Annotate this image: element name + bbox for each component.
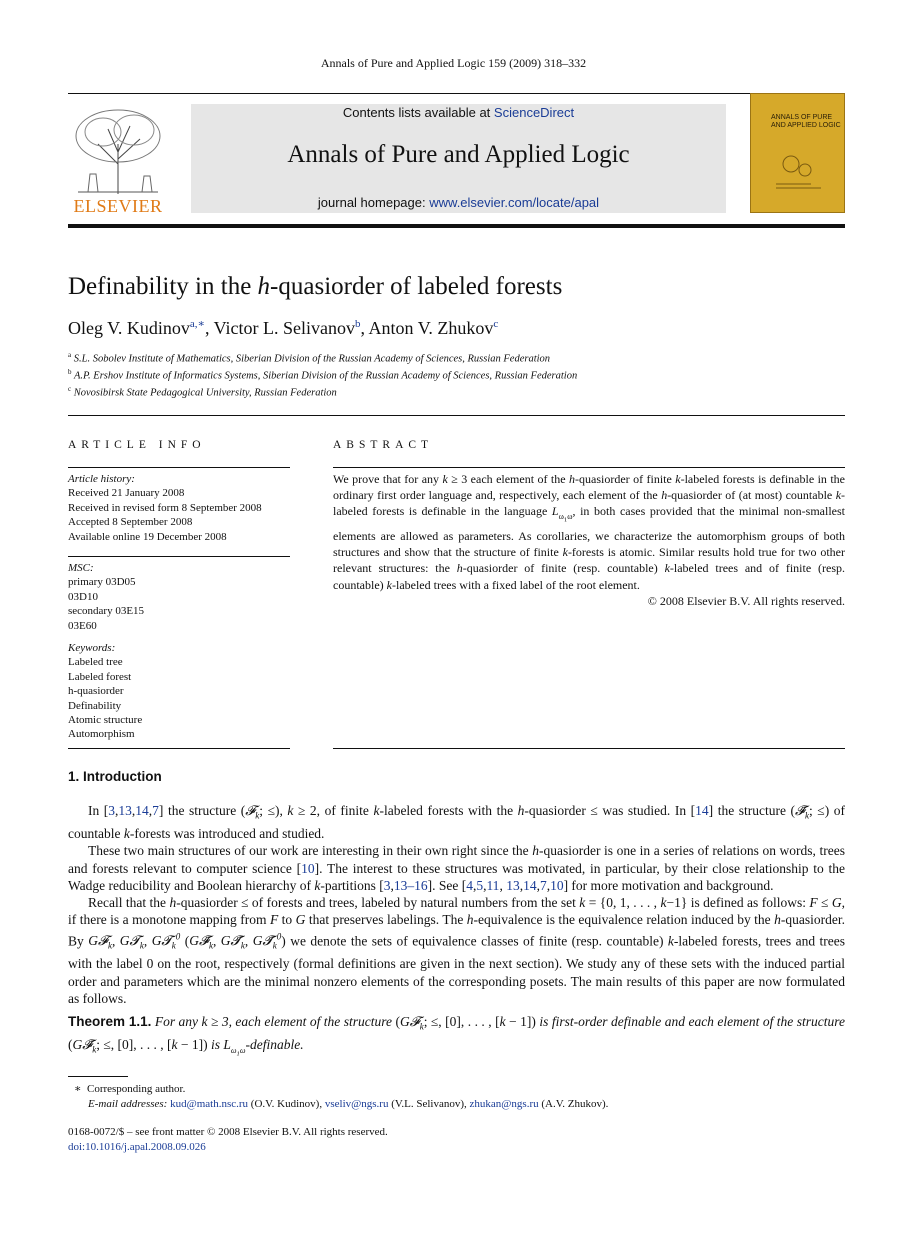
journal-banner: [191, 104, 726, 213]
abstract-text: We prove that for any k ≥ 3 each element of the h-quasiorder of finite k-labeled forests is definable in the ordinary first order language and, respectively, each element of the h-quasiorder of (at most) countable k-labeled forests is definable in the language $L_{\omega_1\omega}$, in both cases provided that the minimal non-smallest elements are allowed as parameters. As corollaries, we characterize the automorphism groups of both structures and show that the structure of finite k-forests is atomic. Similar results hold true for two other relevant structures: the h-quasiorder of finite (resp. countable) k-labeled trees and of finite (resp. countable) k-labeled trees with a fixed label of the root element. © 2008 Elsevier B.V. All rights reserved.: [333, 472, 846, 608]
author-affil-mark[interactable]: a,∗: [189, 318, 205, 330]
msc-codes: MSC: primary 03D05 03D10 secondary 03E15 03E60: [68, 562, 145, 632]
article-history: Article history: Received 21 January 2008 Received in revised form 8 September 2008 Accepted 8 September 2008 Available online 19 December 2008: [68, 473, 262, 543]
contents-prefix: Contents lists available at: [342, 105, 491, 120]
divider: [68, 748, 290, 749]
divider: [68, 556, 290, 557]
paragraph: Recall that the h-quasiorder ≤ of forests and trees, labeled by natural numbers from the set k = {0, 1, . . . , k−1} is defined as follows: F ≤ G, if there is a monotone mapping from F to G that preserves labelings. The h-equivalence is the equivalence relation induced by the h-quasiorder. By G𝓕$_k$, G𝓣$_k$, G𝓣$_k^0$ ($G𝓕̃_k$, $G𝓣̃_k$, $G𝓣̃_k^0$) we denote the sets of equivalence classes of finite (resp. countable) k-labeled forests, trees and trees with the label 0 on the root, respectively (formal definitions are given in the next section). We study any of these sets with the induced partial order and parameters which are the minimal nonzero elements of the corresponding posets. The main results of this paper are now formulated as follows.: [68, 895, 846, 1006]
author-affil-mark[interactable]: c: [493, 318, 499, 330]
corresponding-author-note: ∗ Corresponding author.: [74, 1083, 186, 1095]
article-title: Definability in the h-quasiorder of labeled forests: [68, 273, 563, 300]
journal-title: Annals of Pure and Applied Logic: [287, 141, 630, 168]
divider: [68, 467, 290, 468]
email-link[interactable]: zhukan@ngs.ru: [469, 1098, 539, 1110]
divider: [68, 415, 845, 416]
author-list: Oleg V. Kudinov$^{a,∗}$, Victor L. Selivanov$^b$, Anton V. Zhukov$^c$: [68, 318, 499, 338]
sciencedirect-link[interactable]: ScienceDirect: [493, 105, 575, 120]
contents-line: [191, 105, 726, 120]
doi-link[interactable]: doi:10.1016/j.apal.2008.09.026: [68, 1141, 206, 1153]
homepage-prefix: journal homepage:: [317, 195, 426, 210]
front-matter: 0168-0072/$ – see front matter © 2008 Elsevier B.V. All rights reserved.: [68, 1126, 388, 1138]
paragraph: These two main structures of our work are interesting in their own right since the h-quasiorder is one in a series of relations on words, trees and forests relevant to computer science [10]. The interest to these structures was motivated, in particular, by their close relationship to the Wadge reducibility and Boolean hierarchy of k-partitions [3,13–16]. See [4,5,11, 13,14,7,10] for more motivation and background.: [68, 843, 845, 893]
email-addresses: E-mail addresses: kud@math.nsc.ru (O.V. Kudinov), vseliv@ngs.ru (V.L. Selivanov), zhukan@ngs.ru (A.V. Zhukov).: [88, 1098, 609, 1110]
publisher-name: ELSEVIER: [73, 196, 163, 216]
journal-citation: Annals of Pure and Applied Logic 159 (2009) 318–332: [320, 56, 587, 70]
paragraph: In [3,13,14,7] the structure (𝓕$_k$; ≤), k ≥ 2, of finite k-labeled forests with the h-quasiorder ≤ was studied. In [14] the structure ($𝓕̃_k$; ≤) of countable k-forests was introduced and studied.: [68, 803, 845, 841]
cover-art-icon: [771, 144, 826, 194]
article-info-heading: ARTICLE INFO: [68, 439, 206, 451]
author-name: Anton V. Zhukov: [368, 318, 494, 338]
affiliation: $^c$ Novosibirsk State Pedagogical University, Russian Federation: [68, 385, 337, 399]
affiliation: $^b$ A.P. Ershov Institute of Informatics Systems, Siberian Division of the Russian Academy of Sciences, Russian Federation: [68, 368, 578, 382]
divider: [333, 467, 845, 468]
author-name: Victor L. Selivanov: [213, 318, 356, 338]
author-name: Oleg V. Kudinov: [68, 318, 190, 338]
header-thick-rule: [68, 224, 845, 228]
affiliation: $^a$ S.L. Sobolev Institute of Mathematics, Siberian Division of the Russian Academy of Sciences, Russian Federation: [68, 351, 551, 365]
abstract-heading: ABSTRACT: [333, 439, 434, 451]
theorem-label: Theorem 1.1.: [68, 1014, 152, 1030]
intro-body: [68, 802, 845, 1063]
divider: [333, 748, 845, 749]
journal-cover-image: [750, 93, 845, 213]
cover-title: ANNALS OF PURE AND APPLIED LOGIC: [771, 114, 841, 129]
keywords: Keywords: Labeled tree Labeled forest h-quasiorder Definability Atomic structure Automorphism: [68, 642, 143, 741]
footnote-rule: [68, 1076, 128, 1077]
author-affil-mark[interactable]: b: [355, 318, 361, 330]
homepage-link[interactable]: www.elsevier.com/locate/apal: [429, 195, 600, 210]
header-rule: [68, 93, 845, 94]
email-link[interactable]: kud@math.nsc.ru: [170, 1098, 249, 1110]
copyright: © 2008 Elsevier B.V. All rights reserved.: [647, 593, 845, 608]
section-heading: 1. Introduction: [68, 769, 162, 784]
homepage-line: [191, 195, 726, 210]
theorem: Theorem 1.1. For any k ≥ 3, each element of the structure (G𝓕$_k$; ≤, [0], . . . , [k − 1]) is first-order definable and each element of the structure ($G𝓕̃_k$; ≤, [0], . . . , [k − 1]) is $L_{\omega_1\omega}$-definable.: [68, 1014, 846, 1058]
email-link[interactable]: vseliv@ngs.ru: [324, 1098, 389, 1110]
